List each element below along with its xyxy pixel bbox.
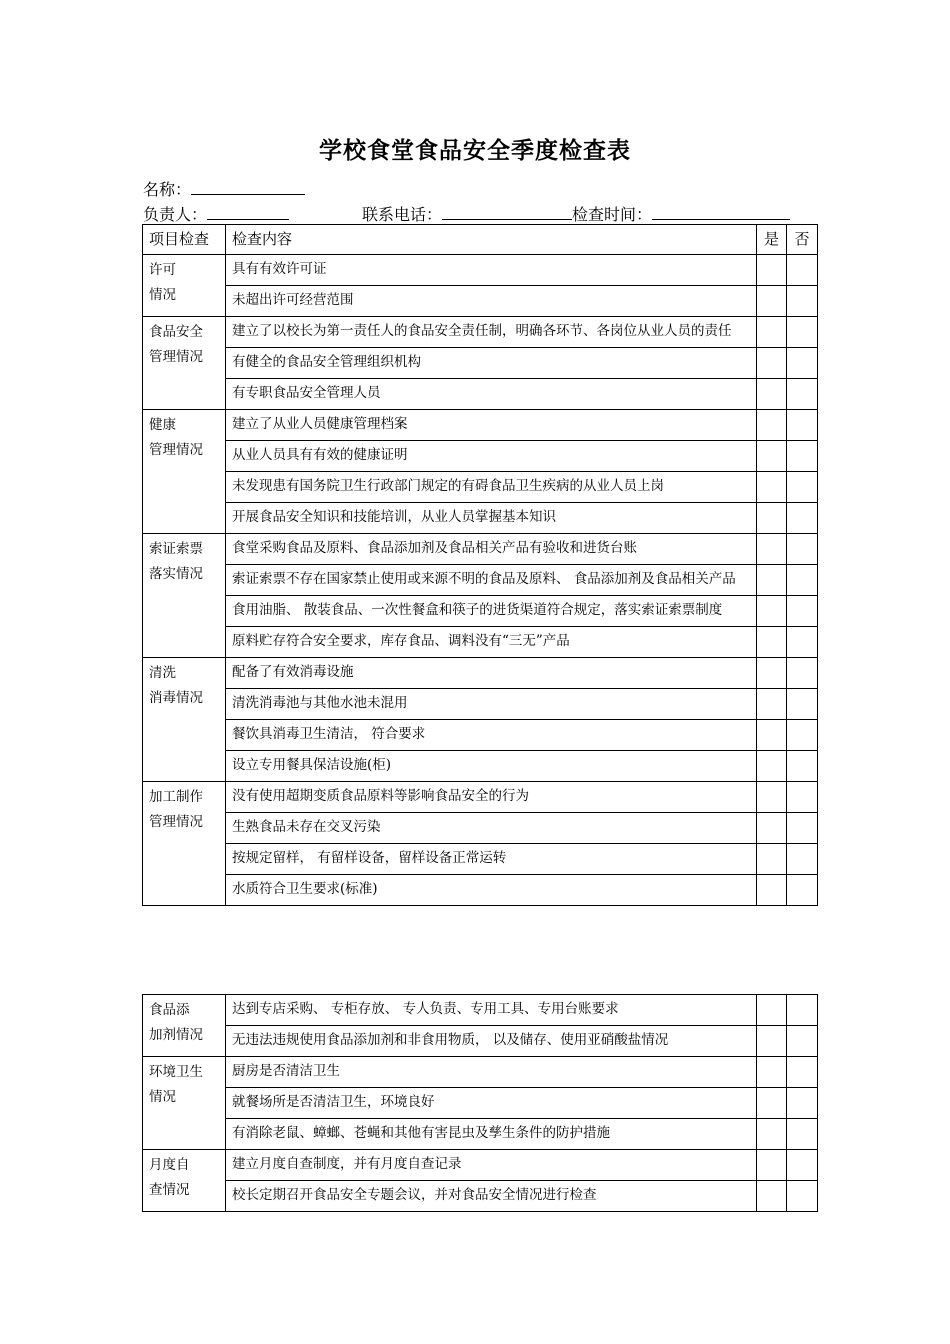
name-blank[interactable] <box>191 179 305 195</box>
no-checkbox-cell[interactable] <box>787 1119 818 1150</box>
table-row <box>143 503 818 534</box>
check-item-cell: 设立专用餐具保洁设施(柜) <box>226 751 757 782</box>
phone-label: 联系电话： <box>362 205 443 224</box>
time-label: 检查时间： <box>572 205 653 224</box>
inspection-table-supplement <box>142 994 818 1212</box>
category-cell: 健康 管理情况 <box>143 410 226 534</box>
table-body <box>143 995 818 1212</box>
inspection-table-main <box>142 224 818 906</box>
check-item-cell: 配备了有效消毒设施 <box>226 658 757 689</box>
yes-checkbox-cell[interactable] <box>757 410 787 441</box>
no-checkbox-cell[interactable] <box>787 286 818 317</box>
header-content: 检查内容 <box>226 225 757 255</box>
page-title: 学校食堂食品安全季度检查表 <box>319 138 631 164</box>
check-item-cell: 生熟食品未存在交叉污染 <box>226 813 757 844</box>
yes-checkbox-cell[interactable] <box>757 1150 787 1181</box>
category-cell: 月度自 查情况 <box>143 1150 226 1212</box>
check-item-cell: 厨房是否清洁卫生 <box>226 1057 757 1088</box>
owner-blank[interactable] <box>207 204 289 220</box>
table-row <box>143 1057 818 1088</box>
check-item-cell: 原料贮存符合安全要求，库存食品、调料没有“三无”产品 <box>226 627 757 658</box>
no-checkbox-cell[interactable] <box>787 689 818 720</box>
yes-checkbox-cell[interactable] <box>757 782 787 813</box>
yes-checkbox-cell[interactable] <box>757 844 787 875</box>
table-row <box>143 658 818 689</box>
table-row <box>143 348 818 379</box>
no-checkbox-cell[interactable] <box>787 565 818 596</box>
table-row <box>143 813 818 844</box>
owner-field-row <box>143 202 289 225</box>
check-item-cell: 有专职食品安全管理人员 <box>226 379 757 410</box>
no-checkbox-cell[interactable] <box>787 255 818 286</box>
table-body <box>143 255 818 906</box>
category-cell: 环境卫生 情况 <box>143 1057 226 1150</box>
yes-checkbox-cell[interactable] <box>757 1057 787 1088</box>
yes-checkbox-cell[interactable] <box>757 441 787 472</box>
table-row <box>143 379 818 410</box>
phone-blank[interactable] <box>442 204 572 220</box>
table-row <box>143 1181 818 1212</box>
no-checkbox-cell[interactable] <box>787 534 818 565</box>
check-item-cell: 就餐场所是否清洁卫生，环境良好 <box>226 1088 757 1119</box>
yes-checkbox-cell[interactable] <box>757 813 787 844</box>
table-row <box>143 410 818 441</box>
no-checkbox-cell[interactable] <box>787 1026 818 1057</box>
table-row <box>143 995 818 1026</box>
no-checkbox-cell[interactable] <box>787 995 818 1026</box>
yes-checkbox-cell[interactable] <box>757 1088 787 1119</box>
no-checkbox-cell[interactable] <box>787 503 818 534</box>
check-item-cell: 未发现患有国务院卫生行政部门规定的有碍食品卫生疾病的从业人员上岗 <box>226 472 757 503</box>
yes-checkbox-cell[interactable] <box>757 627 787 658</box>
yes-checkbox-cell[interactable] <box>757 472 787 503</box>
yes-checkbox-cell[interactable] <box>757 286 787 317</box>
check-item-cell: 建立了以校长为第一责任人的食品安全责任制，明确各环节、各岗位从业人员的责任 <box>226 317 757 348</box>
no-checkbox-cell[interactable] <box>787 596 818 627</box>
table-row <box>143 472 818 503</box>
header-yes: 是 <box>757 225 787 255</box>
category-cell: 食品安全 管理情况 <box>143 317 226 410</box>
table-row <box>143 844 818 875</box>
yes-checkbox-cell[interactable] <box>757 1119 787 1150</box>
yes-checkbox-cell[interactable] <box>757 689 787 720</box>
yes-checkbox-cell[interactable] <box>757 379 787 410</box>
category-cell: 清洗 消毒情况 <box>143 658 226 782</box>
table-row <box>143 627 818 658</box>
header-no: 否 <box>787 225 818 255</box>
yes-checkbox-cell[interactable] <box>757 565 787 596</box>
table-row <box>143 1119 818 1150</box>
table-row <box>143 255 818 286</box>
check-item-cell: 未超出许可经营范围 <box>226 286 757 317</box>
table-row <box>143 1026 818 1057</box>
check-item-cell: 食用油脂、 散装食品、一次性餐盒和筷子的进货渠道符合规定，落实索证索票制度 <box>226 596 757 627</box>
owner-label: 负责人： <box>143 205 208 224</box>
table-row <box>143 751 818 782</box>
check-item-cell: 索证索票不存在国家禁止使用或来源不明的食品及原料、 食品添加剂及食品相关产品 <box>226 565 757 596</box>
no-checkbox-cell[interactable] <box>787 1181 818 1212</box>
table-row <box>143 441 818 472</box>
no-checkbox-cell[interactable] <box>787 317 818 348</box>
phone-field-row <box>362 202 790 225</box>
no-checkbox-cell[interactable] <box>787 379 818 410</box>
table-row <box>143 534 818 565</box>
check-item-cell: 按规定留样， 有留样设备，留样设备正常运转 <box>226 844 757 875</box>
no-checkbox-cell[interactable] <box>787 658 818 689</box>
check-item-cell: 食堂采购食品及原料、食品添加剂及食品相关产品有验收和进货台账 <box>226 534 757 565</box>
check-item-cell: 校长定期召开食品安全专题会议，并对食品安全情况进行检查 <box>226 1181 757 1212</box>
table-row <box>143 1088 818 1119</box>
check-item-cell: 无违法违规使用食品添加剂和非食用物质， 以及储存、使用亚硝酸盐情况 <box>226 1026 757 1057</box>
no-checkbox-cell[interactable] <box>787 472 818 503</box>
yes-checkbox-cell[interactable] <box>757 1026 787 1057</box>
no-checkbox-cell[interactable] <box>787 1057 818 1088</box>
time-blank[interactable] <box>652 204 790 220</box>
yes-checkbox-cell[interactable] <box>757 348 787 379</box>
category-cell: 许可 情况 <box>143 255 226 317</box>
name-field-row <box>143 177 305 200</box>
yes-checkbox-cell[interactable] <box>757 503 787 534</box>
yes-checkbox-cell[interactable] <box>757 255 787 286</box>
category-cell: 食品添 加剂情况 <box>143 995 226 1057</box>
no-checkbox-cell[interactable] <box>787 875 818 906</box>
yes-checkbox-cell[interactable] <box>757 596 787 627</box>
check-item-cell: 建立了从业人员健康管理档案 <box>226 410 757 441</box>
category-cell: 索证索票 落实情况 <box>143 534 226 658</box>
name-label: 名称： <box>143 180 192 199</box>
check-item-cell: 有消除老鼠、蟑螂、苍蝇和其他有害昆虫及孳生条件的防护措施 <box>226 1119 757 1150</box>
yes-checkbox-cell[interactable] <box>757 534 787 565</box>
no-checkbox-cell[interactable] <box>787 410 818 441</box>
check-item-cell: 水质符合卫生要求(标准) <box>226 875 757 906</box>
yes-checkbox-cell[interactable] <box>757 1181 787 1212</box>
table-row <box>143 317 818 348</box>
check-item-cell: 清洗消毒池与其他水池未混用 <box>226 689 757 720</box>
category-cell: 加工制作 管理情况 <box>143 782 226 906</box>
check-item-cell: 从业人员具有有效的健康证明 <box>226 441 757 472</box>
table-row <box>143 1150 818 1181</box>
no-checkbox-cell[interactable] <box>787 1088 818 1119</box>
check-item-cell: 有健全的食品安全管理组织机构 <box>226 348 757 379</box>
check-item-cell: 餐饮具消毒卫生清洁， 符合要求 <box>226 720 757 751</box>
no-checkbox-cell[interactable] <box>787 1150 818 1181</box>
table-header-row <box>143 225 818 255</box>
no-checkbox-cell[interactable] <box>787 348 818 379</box>
yes-checkbox-cell[interactable] <box>757 317 787 348</box>
header-category: 项目检查 <box>143 225 226 255</box>
yes-checkbox-cell[interactable] <box>757 875 787 906</box>
table-row <box>143 596 818 627</box>
check-item-cell: 没有使用超期变质食品原料等影响食品安全的行为 <box>226 782 757 813</box>
no-checkbox-cell[interactable] <box>787 720 818 751</box>
yes-checkbox-cell[interactable] <box>757 995 787 1026</box>
no-checkbox-cell[interactable] <box>787 441 818 472</box>
check-item-cell: 开展食品安全知识和技能培训，从业人员掌握基本知识 <box>226 503 757 534</box>
check-item-cell: 建立月度自查制度，并有月度自查记录 <box>226 1150 757 1181</box>
yes-checkbox-cell[interactable] <box>757 751 787 782</box>
table-row <box>143 286 818 317</box>
no-checkbox-cell[interactable] <box>787 627 818 658</box>
check-item-cell: 具有有效许可证 <box>226 255 757 286</box>
yes-checkbox-cell[interactable] <box>757 658 787 689</box>
table-row <box>143 782 818 813</box>
table-row <box>143 875 818 906</box>
table-row <box>143 720 818 751</box>
check-item-cell: 达到专店采购、 专柜存放、 专人负责、专用工具、专用台账要求 <box>226 995 757 1026</box>
no-checkbox-cell[interactable] <box>787 844 818 875</box>
yes-checkbox-cell[interactable] <box>757 720 787 751</box>
no-checkbox-cell[interactable] <box>787 782 818 813</box>
no-checkbox-cell[interactable] <box>787 751 818 782</box>
table-row <box>143 689 818 720</box>
table-row <box>143 565 818 596</box>
no-checkbox-cell[interactable] <box>787 813 818 844</box>
